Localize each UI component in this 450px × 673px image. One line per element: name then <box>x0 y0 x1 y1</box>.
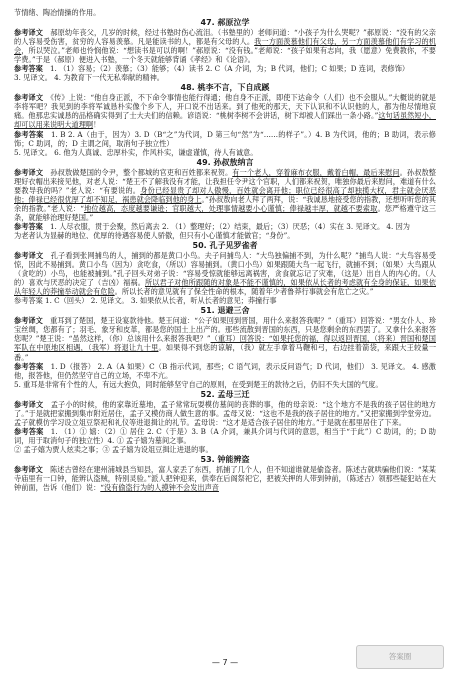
answer-49: 参考答案 1. 人尽衣服，贯于会聚，然后离去 2. （1）整理好；（2）结束，最后；（3）厌恶；（4）实在 3. 见译文。 4. 因为 <box>14 221 410 231</box>
section-title-50: 50. 孔子见罗雀者 <box>192 241 258 251</box>
translation-50: 参考译文 孔子看到张网捕鸟的人，捕到的都是黄口小鸟。夫子问捕鸟人：“大鸟独偏捕不到，为什么呢？”捕鸟人说：“大鸟容易受惊，因此不易捕到。黄口小鸟（因为）贪吃食，（所以）容易捕到。（黄口小鸟）如果跟随大鸟一起飞行，就捕不到；（如果）大鸟跟从（贪吃的）小鸟，也能被捕到。”孔子回头对弟子说：“容易受惊就能够远离祸害，贪食就忘记了灾难，（这是）出自人的内心的。（人的）喜欢与厌恶的决定了（吉凶）福祸。所以君子对他所跟随的对象是不能不谨慎的，如果依从长者的考虑就有全身的保证，如果依从年轻人的莽撞举动就会有危险。所以长者的意见就有了保全性命的根本，随着年少者鲁莽行事就会有危亡之灾。” <box>14 251 436 297</box>
watermark-logo: 答案圈 <box>356 645 444 669</box>
section-title-48: 48. 桃李不言，下自成蹊 <box>180 83 270 93</box>
answer-51-cont: 5. 重耳是非常有个性的人，有远大抱负，同时能够坚守自己的原则，在受到楚王的款待之后，仍旧不失大国的气度。 <box>14 379 383 389</box>
translation-47: 参考译文 郝原幼年丧父，几岁的时候，经过书塾时伤心流泪。（书塾里的）老师问道：“小孩子为什么哭呢？”郝原说：“没有的父亲的人容易受伤害，贫穷的人容易羡慕。凡是能读书的人，都是有父母的人。我一方面羡慕他们有父母，另一方面羡慕他们有学习的机会，所以哭泣。”老师也怜悯他说：“想读书是可以的啊！”郝原说：“没有钱。”老师说：“孩子如果有志向，我（愿意）免费教你，不要学费。”于是（郝原）便进入书塾，一个冬天就能够背诵《孝经》和《论语》。 <box>14 28 436 65</box>
section-title-53: 53. 钟能辨盗 <box>200 454 250 464</box>
answer-48-cont: 5. 见译文。 6. 他为人真诚、忠厚朴实，作风朴实，谦虚谨慎，待人有诚意。 <box>14 147 258 157</box>
intro-line: 节情绪、陶冶情操的作用。 <box>14 8 101 17</box>
answer-47-cont: 3. 见译文。 4. 为教育下一代无私奉献的精神。 <box>14 73 164 83</box>
section-title-47: 47. 郝原泣学 <box>200 18 250 28</box>
page-number: — 7 — <box>211 657 239 667</box>
answer-49-cont: 为老者认为显赫的地位、优厚的待遇容易使人骄傲，但只有小心谨慎才能做官；“身份”。 <box>14 230 295 240</box>
section-title-51: 51. 退避三舍 <box>200 306 250 316</box>
translation-51: 参考译文 重耳到了楚国，楚王设宴款待他。楚王问道：“公子如果回到晋国，用什么来报答我呢？”（重耳）回答说：“男女仆人、珍宝丝绸，您都有了；羽毛、象牙和皮革，都是您的国土上出产的。那些流散到晋国的东西，只是您剩余的东西罢了。又拿什么来报答您呢？”楚王说：“虽然这样，（你）总该用什么来报答我吧？”（重耳）回答说：“如果托您的福，得以返回晋国，（将来）晋国和楚国军队在中原地区相遇，（我军）将退让九十里。如果得不到您的谅解，（我）就左手拿着马鞭和弓，右边挂着箭袋，来跟大王较量一番。” <box>14 316 437 362</box>
answer-51: 参考答案 1. D（报答） 2. A（A 如果）C（B 指示代词，那些；C 语气词，表示反问语气；D 代词，他们） 3. 见译文。 4. 感激他，报答他，但仍然坚守自己的立场，不卑不亢。 <box>14 361 436 380</box>
answer-52: 参考答案 1. （1）① 嬉：（2）① 居住 2. C（于是）3. B（A 介词，兼具介词与代词的意思，相当于“于此”）C 助词，的；D 助词，用于取消句子的独立性）4. ① 孟子嬉为墓间之事。 <box>14 426 436 445</box>
translation-53: 参考译文 陈述古曾经在建州浦城县当知县，富人家丢了东西，抓捕了几个人，但不知道谁就是偷盗者。陈述古就哄骗他们说：“某某寺庙里有一口钟，能辨认盗贼，特别灵验。”派人把钟迎来，供奉在后阁祭祀它，把被关押的人带到钟前，（陈述古）领那些疑犯站在大钟前面，告诉（他们）说：“没有偷盗行为的人摸钟不会发出声音 <box>14 464 436 493</box>
answer-52-cont: ② 孟子嬉为贾人炫卖之事；③ 孟子嬉为设俎豆揖让进退的事。 <box>14 444 213 454</box>
translation-49: 参考译文 孙叔敖做楚国的令尹，整个都城的官吏和百姓都来祝贺。有一个老人，穿着麻布衣服，戴着白帽，最后来慰问。孙叔敖整理好衣帽出来接见他，对老人说：“楚王不了解我没有才能，让我担任令尹这个官职，人们都来祝贺，唯独你最后来慰问，难道有什么要教导我的吗？”老人说：“有要说的。身份已经显贵了却对人傲慢，百姓就会离开他；职位已经很高了却独揽大权，君主就会厌恶他；俸禄已经很优厚了却不知足，祸患就会降临到他的身上。”孙叔敖向老人拜了两拜，说：“我诚恳地接受您的指教，还想听听您的其余的指教。”老人说：“地位越高，态度越要谦逊；官职越大，处理事情越要小心谨慎；俸禄越丰厚，就越不要索取。您严格遵守这三条，就能够治理好楚国。” <box>14 167 436 222</box>
answer-48: 参考答案 1. B 2. A（由于，因为）3. D（B“之”为代词，D 第三句“然”为“……的样子”。）4. B 为代词，他的；B 助词，表示修饰；C 助词，的；D 主谓之间，取消句子独立性） <box>14 129 436 148</box>
answer-47: 参考答案 1. （1）容易；（2）羡慕；（3）能够；（4）读书 2. C（A 介词，为；B 代词，他们；C 如果；D 连词，表修饰） <box>14 64 410 74</box>
section-title-49: 49. 孙叔敖纳言 <box>196 157 254 167</box>
translation-52: 参考译文 孟子小的时候，他的家靠近墓地，孟子常常玩耍模仿墓间的丧葬的事，他的母亲说：“这个地方不是我的孩子居住的地方了。”于是就把家搬到集市附近居住，孟子又模仿商人做生意的事。孟母又说：“这也不是我的孩子居住的地方。”又把家搬到学堂旁边。孟子就模仿学习设立俎豆祭祀和礼仪等进退揖让的礼节。孟母说：“这才是适合孩子居住的地方。”于是就在那里居住了下来。 <box>14 399 436 427</box>
section-title-52: 52. 孟母三迁 <box>200 389 250 399</box>
translation-48: 参考译文 《传》上说：“他自身正派，不下命令事情也能行得通；他自身不正派，即使下达命令（人们）也不会服从。”大概说的就是李将军吧？我见到的李将军诚恳朴实像个乡下人，开口说不出话来。到了他死的那天，天下认识和不认识他的人，都为他尽情地哀痛。他那忠实诚恳的品格确实得到了士大夫们的信赖。谚语说：“桃树李树不会讲话，树下却被人们踩出一条小路。”这句话虽然短小，却可以用来说明大道理啊！ <box>14 93 436 130</box>
answer-50: 参考答案 1. C（回头） 2. 见译文。 3. 如果依从长者，听从长者的意见；莽撞行事 <box>14 296 277 306</box>
